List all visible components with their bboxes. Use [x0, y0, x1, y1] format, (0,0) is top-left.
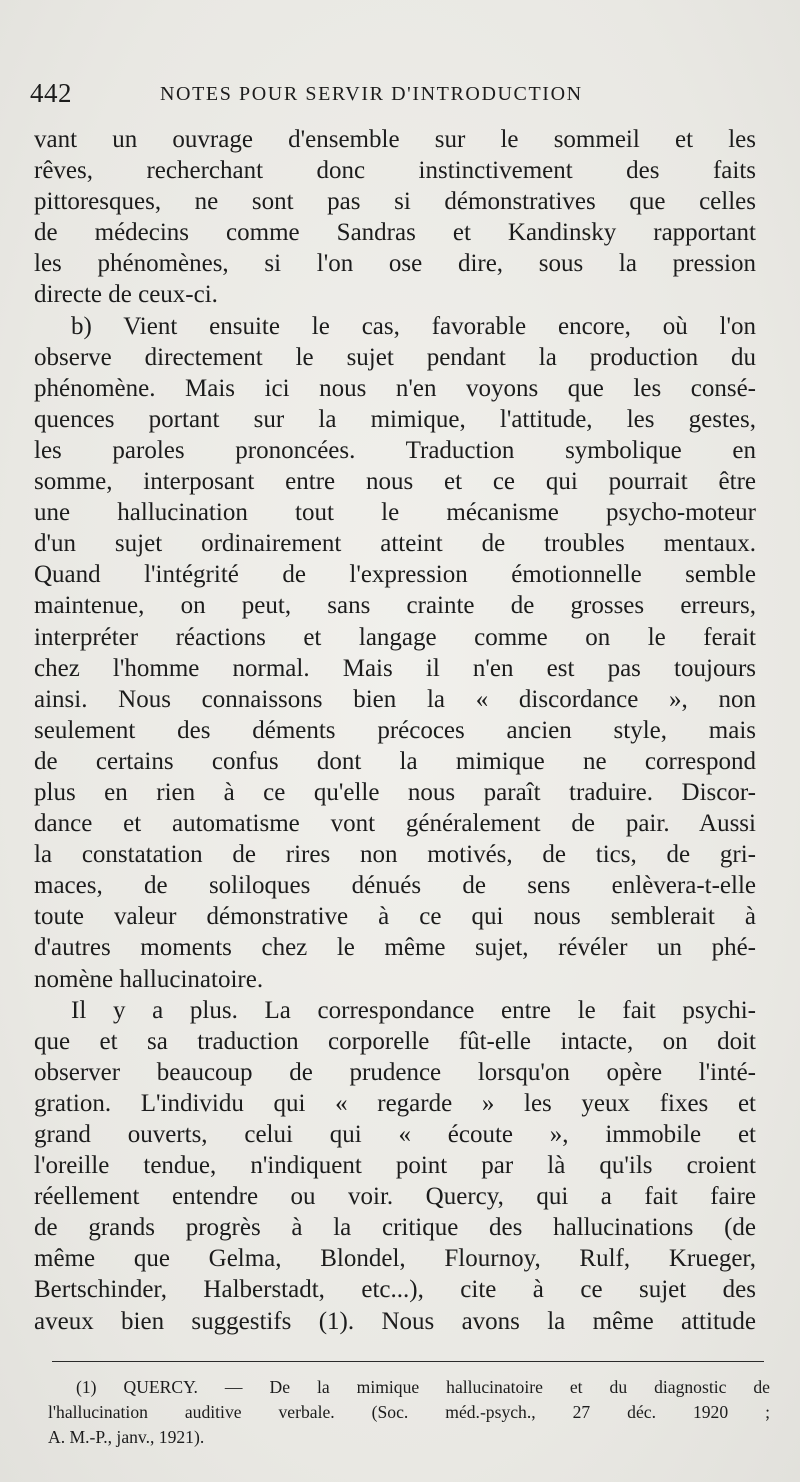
text-line: de médecins comme Sandras et Kandinsky rapportant	[34, 219, 756, 247]
text-line: pittoresques, ne sont pas si démonstratives que celles	[34, 188, 756, 216]
text-line: rêves, recherchant donc instinctivement des faits	[34, 157, 756, 185]
text-line: même que Gelma, Blondel, Flournoy, Rulf, Krueger,	[34, 1245, 756, 1273]
body-text	[34, 124, 756, 1337]
text-line: Quand l'intégrité de l'expression émotionnelle semble	[34, 561, 756, 589]
footnote-divider	[52, 1361, 764, 1362]
footnote-line: l'hallucination auditive verbale. (Soc. méd.-psych., 27 déc. 1920 ;	[48, 1402, 770, 1422]
text-line: observe directement le sujet pendant la production du	[34, 343, 756, 371]
text-line: d'un sujet ordinairement atteint de troubles mentaux.	[34, 530, 756, 558]
text-line: plus en rien à ce qu'elle nous paraît traduire. Discor-	[34, 778, 756, 806]
text-line: maintenue, on peut, sans crainte de grosses erreurs,	[34, 592, 756, 620]
text-line: aveux bien suggestifs (1). Nous avons la même attitude	[34, 1307, 756, 1335]
text-line: toute valeur démonstrative à ce qui nous semblerait à	[34, 903, 756, 931]
text-line: vant un ouvrage d'ensemble sur le sommeil et les	[34, 126, 756, 153]
running-title: NOTES POUR SERVIR D'INTRODUCTION	[160, 83, 583, 105]
text-line: de grands progrès à la critique des hallucinations (de	[34, 1214, 756, 1242]
text-line: quences portant sur la mimique, l'attitude, les gestes,	[34, 405, 756, 433]
text-line: gration. L'individu qui « regarde » les yeux fixes et	[34, 1089, 756, 1117]
text-line: chez l'homme normal. Mais il n'en est pas toujours	[34, 654, 756, 682]
text-line: observer beaucoup de prudence lorsqu'on opère l'inté-	[34, 1058, 756, 1086]
text-line: Bertschinder, Halberstadt, etc...), cite à ce sujet des	[34, 1276, 756, 1304]
text-line: seulement des déments précoces ancien style, mais	[34, 716, 756, 744]
text-line: somme, interposant entre nous et ce qui pourrait être	[34, 468, 756, 496]
page-number: 442	[30, 78, 72, 108]
text-line: de certains confus dont la mimique ne correspond	[34, 747, 756, 775]
text-line: b) Vient ensuite le cas, favorable encore, où l'on	[71, 312, 756, 340]
text-line: dance et automatisme vont généralement de pair. Aussi	[34, 810, 756, 838]
text-line: les phénomènes, si l'on ose dire, sous la pression	[34, 250, 756, 278]
text-line: Il y a plus. La correspondance entre le fait psychi-	[71, 996, 756, 1024]
text-line: une hallucination tout le mécanisme psycho-moteur	[34, 499, 756, 527]
text-line: interpréter réactions et langage comme on le ferait	[34, 623, 756, 651]
footnote-line: A. M.-P., janv., 1921).	[48, 1427, 205, 1447]
text-line: d'autres moments chez le même sujet, révéler un phé-	[34, 934, 756, 962]
page-header	[30, 78, 760, 112]
text-line: que et sa traduction corporelle fût-elle intacte, on doit	[34, 1027, 756, 1055]
text-line: l'oreille tendue, n'indiquent point par là qu'ils croient	[34, 1152, 756, 1180]
footnote-line: (1) QUERCY. — De la mimique hallucinatoire et du diagnostic de	[76, 1377, 770, 1397]
text-line: les paroles prononcées. Traduction symbolique en	[34, 436, 756, 464]
text-line: ainsi. Nous connaissons bien la « discordance », non	[34, 685, 756, 713]
text-line: réellement entendre ou voir. Quercy, qui a fait faire	[34, 1183, 756, 1211]
footnote	[48, 1375, 770, 1450]
text-line: phénomène. Mais ici nous n'en voyons que les consé-	[34, 374, 756, 402]
text-line: la constatation de rires non motivés, de tics, de gri-	[34, 841, 756, 869]
text-line: grand ouverts, celui qui « écoute », immobile et	[34, 1121, 756, 1148]
text-line: directe de ceux-ci.	[34, 281, 218, 309]
text-line: maces, de soliloques dénués de sens enlèvera-t-elle	[34, 872, 756, 900]
text-line: nomène hallucinatoire.	[34, 965, 264, 993]
